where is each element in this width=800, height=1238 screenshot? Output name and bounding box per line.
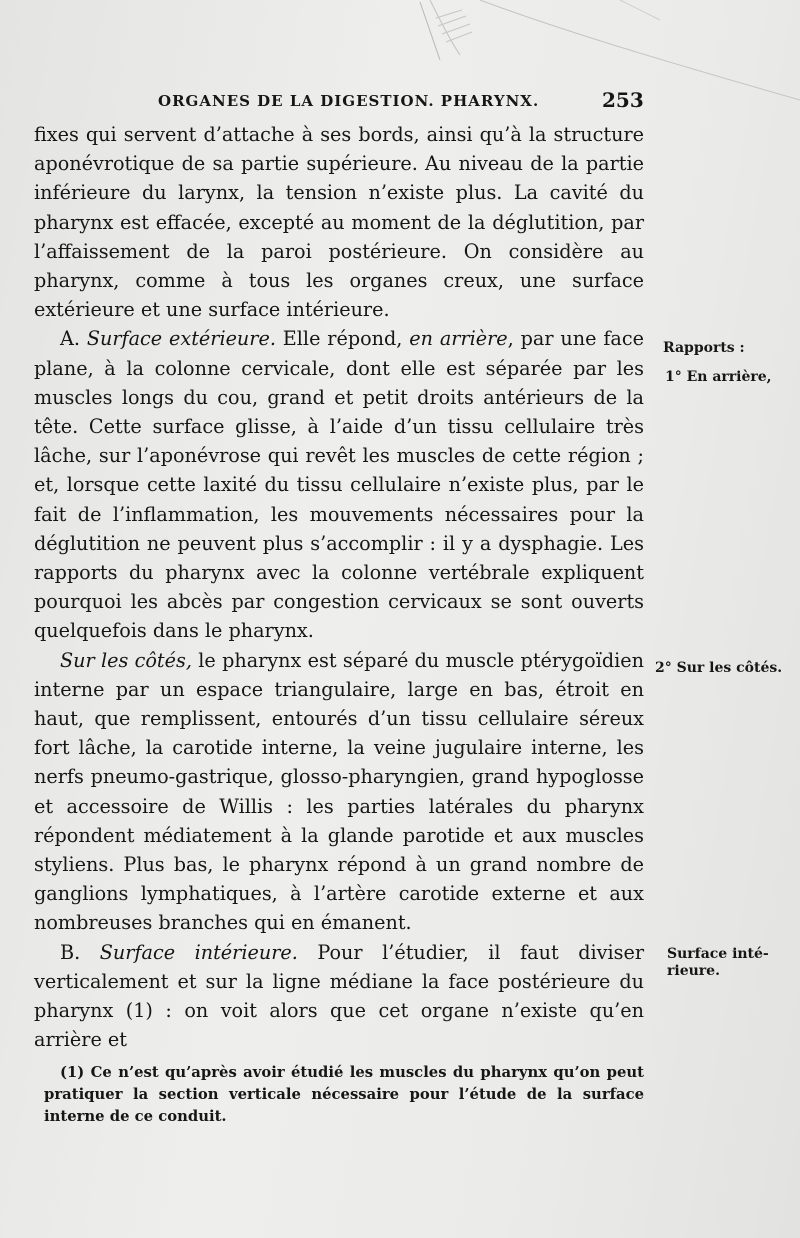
margin-note-sur-les-cotes: 2° Sur les côtés. <box>655 660 783 676</box>
paragraph-2-part-b: , par une face plane, à la colonne cervicale, dont elle est séparée par les muscles longs du cou, grand et petit droits antérieurs de la tête. Cette surface glisse, à l’aide d’un tissu cellulaire très lâche, sur l’aponévrose qui revêt les muscles de cette région ; et, lorsque cette laxité du tissu cellulaire n’existe plus, par le fait de l’inflammation, les mouvements nécessaires pour la déglutition ne peuvent plus s’accomplir : il y a dysphagie. Les rapports du pharynx avec la colonne vertébrale expliquent pourquoi les abcès par congestion cervicaux se sont ouverts quelquefois dans le pharynx. <box>34 327 644 643</box>
running-head <box>0 86 800 116</box>
section-heading-surface-interieure: Surface intérieure. <box>99 940 298 964</box>
running-head-title: ORGANES DE LA DIGESTION. PHARYNX. <box>158 92 540 110</box>
page-number: 253 <box>602 88 644 112</box>
paragraph-1: fixes qui servent d’attache à ses bords, ainsi qu’à la structure aponévrotique de sa partie supérieure. Au niveau de la partie inférieure du larynx, la tension n’existe plus. La cavité du pharynx est effacée, excepté au moment de la déglutition, par l’affaissement de la paroi postérieure. On considère au pharynx, comme à tous les organes creux, une surface extérieure et une surface intérieure. <box>34 123 644 322</box>
margin-note-rapports: Rapports : <box>663 340 745 356</box>
margin-note-surface-interieure: Surface inté- rieure. <box>667 946 769 979</box>
section-heading-surface-exterieure: Surface extérieure. <box>86 327 276 351</box>
footnote: (1) Ce n’est qu’après avoir étudié les muscles du pharynx qu’on peut pratiquer la section verticale nécessaire pour l’étude de la surface interne de ce conduit. <box>44 1064 644 1125</box>
paragraph-surface-exterieure <box>34 324 644 645</box>
paragraph-4-text: Pour l’étudier, il faut diviser verticalement et sur la ligne médiane la face postérieure du pharynx (1) : on voit alors que cet organe n’existe qu’en arrière et <box>34 940 644 1052</box>
main-text <box>34 120 644 1055</box>
paragraph-surface-interieure <box>34 938 644 1055</box>
paragraph-3-text: le pharynx est séparé du muscle ptérygoïdien interne par un espace triangulaire, large en bas, étroit en haut, que remplissent, entourés d’un tissu cellulaire séreux fort lâche, la carotide interne, la veine jugulaire interne, les nerfs pneumo-gastrique, glosso-pharyngien, grand hypoglosse et accessoire de Willis : les parties latérales du pharynx répondent médiatement à la glande parotide et aux muscles styliens. Plus bas, le pharynx répond à un grand nombre de ganglions lymphatiques, à l’artère carotide externe et aux nombreuses branches qui en émanent. <box>34 648 644 935</box>
margin-note-en-arriere: 1° En arrière, <box>665 369 772 385</box>
italic-en-arriere: en arrière <box>409 327 508 351</box>
paragraph-2-part-a: Elle répond, <box>275 327 410 351</box>
section-label-b: B. <box>60 940 81 964</box>
section-heading-sur-les-cotes: Sur les côtés, <box>60 648 192 672</box>
section-label-a: A. <box>60 327 80 351</box>
paragraph-sur-les-cotes <box>34 646 644 938</box>
